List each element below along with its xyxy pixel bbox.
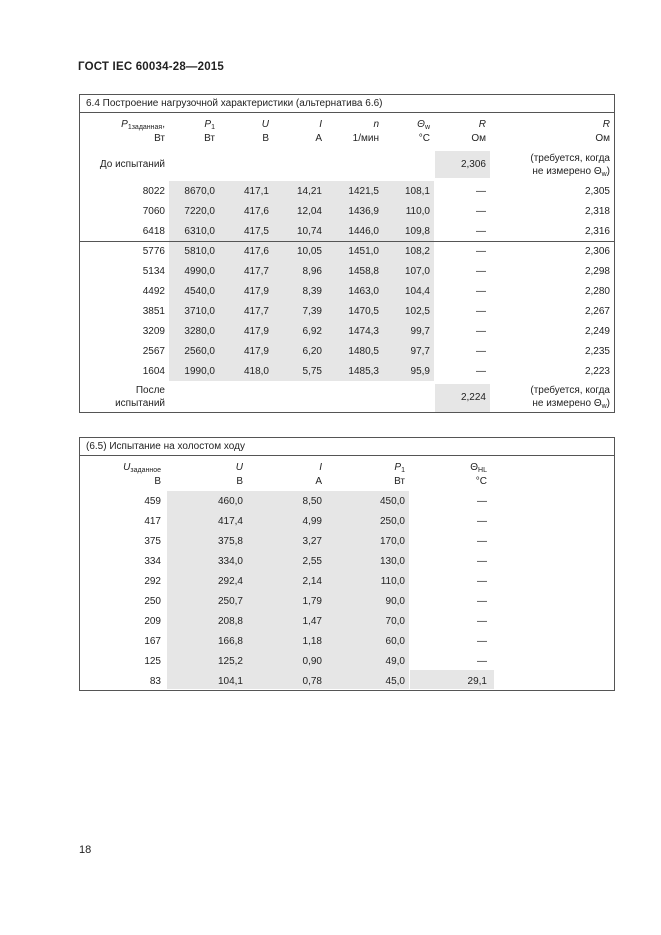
table-cell: 7220,0 bbox=[184, 206, 215, 217]
theta-symbol: Θ bbox=[593, 398, 602, 409]
table-cell: 1,18 bbox=[302, 636, 322, 647]
table-cell: 1446,0 bbox=[348, 226, 379, 237]
table-cell: 417,9 bbox=[243, 346, 269, 357]
after-note-line2 bbox=[490, 398, 610, 413]
column-symbol bbox=[406, 119, 486, 131]
table-cell: 2,223 bbox=[584, 366, 610, 377]
table-cell: — bbox=[477, 656, 487, 667]
table-cell: 90,0 bbox=[385, 596, 405, 607]
table-cell: — bbox=[476, 326, 486, 337]
column-unit: °C bbox=[418, 133, 430, 144]
table-cell: 0,90 bbox=[302, 656, 322, 667]
table-cell: 7,39 bbox=[302, 306, 322, 317]
table-cell: — bbox=[476, 246, 486, 257]
table-cell: 5776 bbox=[142, 246, 165, 257]
table-cell: 4,99 bbox=[302, 516, 322, 527]
table-cell: 110,0 bbox=[380, 576, 405, 587]
column-symbol bbox=[153, 462, 243, 474]
column-unit: В bbox=[262, 133, 269, 144]
table-cell: 2,235 bbox=[584, 346, 610, 357]
symbol: P bbox=[204, 119, 212, 130]
column-unit: В bbox=[154, 476, 161, 487]
no-load-test-table bbox=[79, 437, 615, 691]
table-cell: — bbox=[477, 616, 487, 627]
table-cell: 1474,3 bbox=[348, 326, 379, 337]
symbol-subscript: HL bbox=[478, 467, 487, 474]
table-cell: 12,04 bbox=[296, 206, 322, 217]
table-cell: 2,316 bbox=[584, 226, 610, 237]
table-cell: 250 bbox=[144, 596, 161, 607]
column-unit: Вт bbox=[394, 476, 405, 487]
table-caption: (6.5) Испытание на холостом ходу bbox=[80, 438, 614, 456]
document-header: ГОСТ IEC 60034-28—2015 bbox=[78, 61, 224, 73]
column-symbol bbox=[530, 119, 610, 131]
table-cell: 334 bbox=[144, 556, 161, 567]
table-cell: 3209 bbox=[142, 326, 165, 337]
column-unit: 1/мин bbox=[352, 133, 379, 144]
table-cell: — bbox=[476, 346, 486, 357]
table-cell: 108,2 bbox=[404, 246, 430, 257]
table-cell: 417,9 bbox=[243, 286, 269, 297]
table-cell: 292 bbox=[144, 576, 161, 587]
table-cell: 417,7 bbox=[243, 306, 269, 317]
table-cell: 292,4 bbox=[217, 576, 243, 587]
table-cell: 130,0 bbox=[379, 556, 405, 567]
table-cell: 1436,9 bbox=[348, 206, 379, 217]
after-note-line1: (требуется, когда bbox=[530, 385, 610, 396]
column-symbol bbox=[397, 462, 487, 477]
table-cell: 4540,0 bbox=[184, 286, 215, 297]
table-cell: 6418 bbox=[142, 226, 165, 237]
symbol: P bbox=[394, 462, 402, 473]
table-cell: 10,05 bbox=[296, 246, 322, 257]
table-cell: — bbox=[477, 536, 487, 547]
table-cell: 60,0 bbox=[385, 636, 405, 647]
column-symbol bbox=[71, 462, 161, 477]
table-cell: 1451,0 bbox=[348, 246, 379, 257]
table-cell: 83 bbox=[149, 676, 161, 687]
table-cell: 417,5 bbox=[243, 226, 269, 237]
table-cell: 109,8 bbox=[404, 226, 430, 237]
note-text: не измерено bbox=[532, 166, 594, 177]
table-cell: 3280,0 bbox=[184, 326, 215, 337]
table-cell: 2,280 bbox=[584, 286, 610, 297]
table-cell: — bbox=[476, 206, 486, 217]
after-test-r: 2,224 bbox=[460, 392, 486, 403]
after-test-label-line2: испытаний bbox=[115, 398, 165, 409]
table-cell: 2567 bbox=[142, 346, 165, 357]
table-cell: 2,55 bbox=[302, 556, 322, 567]
table-cell: 250,0 bbox=[379, 516, 405, 527]
table-cell: — bbox=[476, 186, 486, 197]
note-close: ) bbox=[606, 166, 610, 177]
table-cell: 209 bbox=[144, 616, 161, 627]
theta-subscript: w bbox=[601, 403, 607, 410]
table-cell: 49,0 bbox=[385, 656, 405, 667]
table-caption: 6.4 Построение нагрузочной характеристики (альтернатива 6.6) bbox=[80, 95, 614, 113]
table-cell: 459 bbox=[144, 496, 161, 507]
column-unit: А bbox=[315, 476, 322, 487]
table-cell: 417,4 bbox=[217, 516, 243, 527]
table-cell: 95,9 bbox=[410, 366, 430, 377]
column-unit: Вт bbox=[154, 133, 165, 144]
table-cell: 417,9 bbox=[243, 326, 269, 337]
symbol-subscript: заданное bbox=[130, 467, 161, 474]
table-cell: 102,5 bbox=[404, 306, 430, 317]
table-cell: — bbox=[477, 596, 487, 607]
theta-symbol: Θ bbox=[593, 166, 602, 177]
table-cell: 10,74 bbox=[296, 226, 322, 237]
table-cell: 2,318 bbox=[584, 206, 610, 217]
table-cell: — bbox=[477, 576, 487, 587]
table-cell: 6,20 bbox=[302, 346, 322, 357]
table-cell: 8022 bbox=[142, 186, 165, 197]
table-cell: 375,8 bbox=[217, 536, 243, 547]
table-cell: 417,6 bbox=[243, 206, 269, 217]
symbol-subscript: 1 bbox=[401, 467, 405, 474]
symbol: Θ bbox=[470, 462, 479, 473]
table-cell: 4990,0 bbox=[184, 266, 215, 277]
symbol: Θ bbox=[417, 119, 425, 130]
load-test-table bbox=[79, 94, 615, 413]
row-separator bbox=[80, 241, 614, 242]
table-cell: 107,0 bbox=[404, 266, 430, 277]
table-cell: 1463,0 bbox=[348, 286, 379, 297]
column-unit: А bbox=[315, 133, 322, 144]
table-cell: 5134 bbox=[142, 266, 165, 277]
table-cell: 417,7 bbox=[243, 266, 269, 277]
table-cell: 8670,0 bbox=[184, 186, 215, 197]
table-cell: 1990,0 bbox=[184, 366, 215, 377]
table-cell: — bbox=[476, 266, 486, 277]
table-cell: 375 bbox=[144, 536, 161, 547]
symbol: P bbox=[121, 119, 128, 130]
theta-subscript: w bbox=[601, 171, 607, 178]
table-cell: — bbox=[476, 306, 486, 317]
column-unit: Ом bbox=[471, 133, 486, 144]
table-cell: 208,8 bbox=[217, 616, 243, 627]
table-cell: 2,14 bbox=[302, 576, 322, 587]
table-cell: 1604 bbox=[142, 366, 165, 377]
table-cell: 99,7 bbox=[410, 326, 430, 337]
column-symbol bbox=[315, 462, 405, 477]
table-cell: 170,0 bbox=[379, 536, 405, 547]
table-cell: 334,0 bbox=[217, 556, 243, 567]
table-cell: 1,79 bbox=[302, 596, 322, 607]
column-symbol bbox=[232, 462, 322, 474]
table-cell: 2,306 bbox=[584, 246, 610, 257]
table-cell: 1421,5 bbox=[348, 186, 379, 197]
before-test-r: 2,306 bbox=[460, 159, 486, 170]
note-text: не измерено bbox=[532, 398, 594, 409]
table-cell: 1480,5 bbox=[348, 346, 379, 357]
table-cell: 417,1 bbox=[243, 186, 269, 197]
column-unit: Ом bbox=[595, 133, 610, 144]
table-cell: — bbox=[477, 556, 487, 567]
table-cell: — bbox=[477, 516, 487, 527]
column-unit: В bbox=[236, 476, 243, 487]
table-cell: 8,96 bbox=[302, 266, 322, 277]
table-cell: 104,4 bbox=[404, 286, 430, 297]
table-cell: 97,7 bbox=[410, 346, 430, 357]
table-cell: 29,1 bbox=[467, 676, 487, 687]
table-cell: 0,78 bbox=[302, 676, 322, 687]
table-cell: 2,249 bbox=[584, 326, 610, 337]
table-cell: 8,39 bbox=[302, 286, 322, 297]
table-cell: 4492 bbox=[142, 286, 165, 297]
page-number: 18 bbox=[79, 844, 92, 856]
symbol: R bbox=[478, 119, 486, 130]
table-cell: 417 bbox=[144, 516, 161, 527]
table-cell: 2,267 bbox=[584, 306, 610, 317]
table-cell: — bbox=[476, 366, 486, 377]
table-cell: 1470,5 bbox=[348, 306, 379, 317]
table-cell: 6310,0 bbox=[184, 226, 215, 237]
table-cell: 5,75 bbox=[302, 366, 322, 377]
table-cell: 450,0 bbox=[379, 496, 405, 507]
symbol: I bbox=[319, 462, 322, 473]
symbol: U bbox=[235, 462, 243, 473]
table-cell: 1458,8 bbox=[348, 266, 379, 277]
table-cell: 417,6 bbox=[243, 246, 269, 257]
before-test-label: До испытаний bbox=[99, 159, 165, 170]
symbol: n bbox=[373, 119, 379, 130]
symbol: I bbox=[319, 119, 322, 130]
table-cell: 1485,3 bbox=[348, 366, 379, 377]
table-cell: 2,298 bbox=[584, 266, 610, 277]
table-cell: 250,7 bbox=[217, 596, 243, 607]
column-unit: Вт bbox=[204, 133, 215, 144]
table-cell: 2560,0 bbox=[184, 346, 215, 357]
table-cell: 167 bbox=[144, 636, 161, 647]
table-cell: 8,50 bbox=[302, 496, 322, 507]
table-cell: 104,1 bbox=[217, 676, 243, 687]
table-cell: — bbox=[477, 636, 487, 647]
column-unit: °C bbox=[475, 476, 487, 487]
table-cell: 70,0 bbox=[385, 616, 405, 627]
table-cell: 418,0 bbox=[243, 366, 269, 377]
table-cell: — bbox=[476, 226, 486, 237]
symbol: R bbox=[602, 119, 610, 130]
table-cell: 460,0 bbox=[217, 496, 243, 507]
table-cell: 166,8 bbox=[217, 636, 243, 647]
table-cell: 3710,0 bbox=[184, 306, 215, 317]
symbol-subscript: w bbox=[424, 124, 430, 131]
before-note-line1: (требуется, когда bbox=[530, 153, 610, 164]
table-cell: 3851 bbox=[142, 306, 165, 317]
table-cell: — bbox=[476, 286, 486, 297]
symbol: U bbox=[123, 462, 131, 473]
table-cell: 5810,0 bbox=[184, 246, 215, 257]
table-cell: 6,92 bbox=[302, 326, 322, 337]
table-cell: 125 bbox=[144, 656, 161, 667]
table-cell: — bbox=[477, 496, 487, 507]
table-cell: 2,305 bbox=[584, 186, 610, 197]
symbol-subscript: 1 bbox=[211, 124, 215, 131]
after-test-label-line1: После bbox=[135, 385, 165, 396]
table-cell: 1,47 bbox=[302, 616, 322, 627]
table-cell: 125,2 bbox=[217, 656, 243, 667]
table-cell: 108,1 bbox=[404, 186, 430, 197]
before-note-line2 bbox=[490, 166, 610, 181]
symbol: U bbox=[261, 119, 269, 130]
table-cell: 7060 bbox=[142, 206, 165, 217]
table-cell: 14,21 bbox=[296, 186, 322, 197]
table-cell: 3,27 bbox=[302, 536, 322, 547]
table-cell: 45,0 bbox=[385, 676, 405, 687]
note-close: ) bbox=[606, 398, 610, 409]
symbol-suffix: , bbox=[162, 119, 165, 130]
table-cell: 110,0 bbox=[405, 206, 430, 217]
symbol-subscript: 1заданная bbox=[127, 124, 163, 131]
